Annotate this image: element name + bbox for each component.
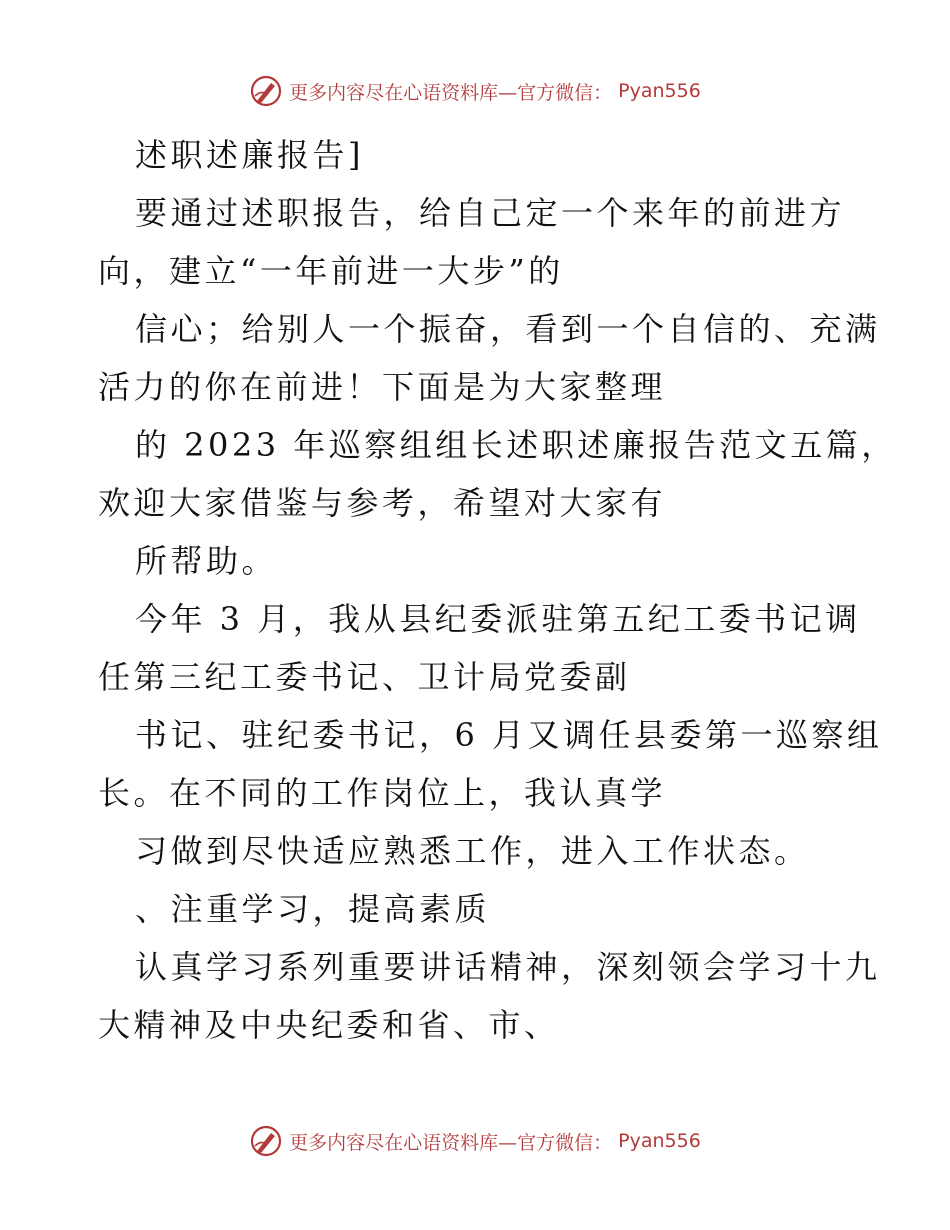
- body-text-line: 信心；给别人一个振奋，看到一个自信的、充满: [135, 310, 881, 348]
- watermark-text: 更多内容尽在心语资料库—官方微信：: [289, 81, 613, 104]
- page-footer-watermark: [0, 1124, 950, 1158]
- watermark-wechat-id: Pyan556: [618, 1130, 701, 1152]
- body-text-line: 大精神及中央纪委和省、市、: [98, 1006, 560, 1044]
- body-text-line: 今年 3 月，我从县纪委派驻第五纪工委书记调: [135, 600, 861, 638]
- body-text-line: 、注重学习，提高素质: [135, 890, 491, 928]
- watermark-wechat-id: Pyan556: [618, 80, 701, 102]
- quill-logo-icon: [249, 1124, 283, 1158]
- document-body: [98, 126, 897, 1054]
- body-text-line: 长。在不同的工作岗位上，我认真学: [98, 774, 667, 812]
- body-text-line: 要通过述职报告，给自己定一个来年的前进方: [135, 194, 846, 232]
- body-text-line: 向，建立“一年前进一大步”的: [98, 252, 564, 290]
- body-text-line: 活力的你在前进！下面是为大家整理: [98, 368, 667, 406]
- body-text-line: 任第三纪工委书记、卫计局党委副: [98, 658, 631, 696]
- body-text-line: 述职述廉报告]: [135, 136, 364, 174]
- body-text-line: 所帮助。: [135, 542, 278, 580]
- watermark-text: 更多内容尽在心语资料库—官方微信：: [289, 1131, 613, 1154]
- body-text-line: 欢迎大家借鉴与参考，希望对大家有: [98, 484, 667, 522]
- body-text-line: 习做到尽快适应熟悉工作，进入工作状态。: [135, 832, 810, 870]
- page-header-watermark: [0, 74, 950, 108]
- quill-logo-icon: [249, 74, 283, 108]
- body-text-line: 的 2023 年巡察组组长述职述廉报告范文五篇，: [135, 426, 897, 464]
- body-text-line: 认真学习系列重要讲话精神，深刻领会学习十九: [135, 948, 881, 986]
- body-text-line: 书记、驻纪委书记，6 月又调任县委第一巡察组: [135, 716, 883, 754]
